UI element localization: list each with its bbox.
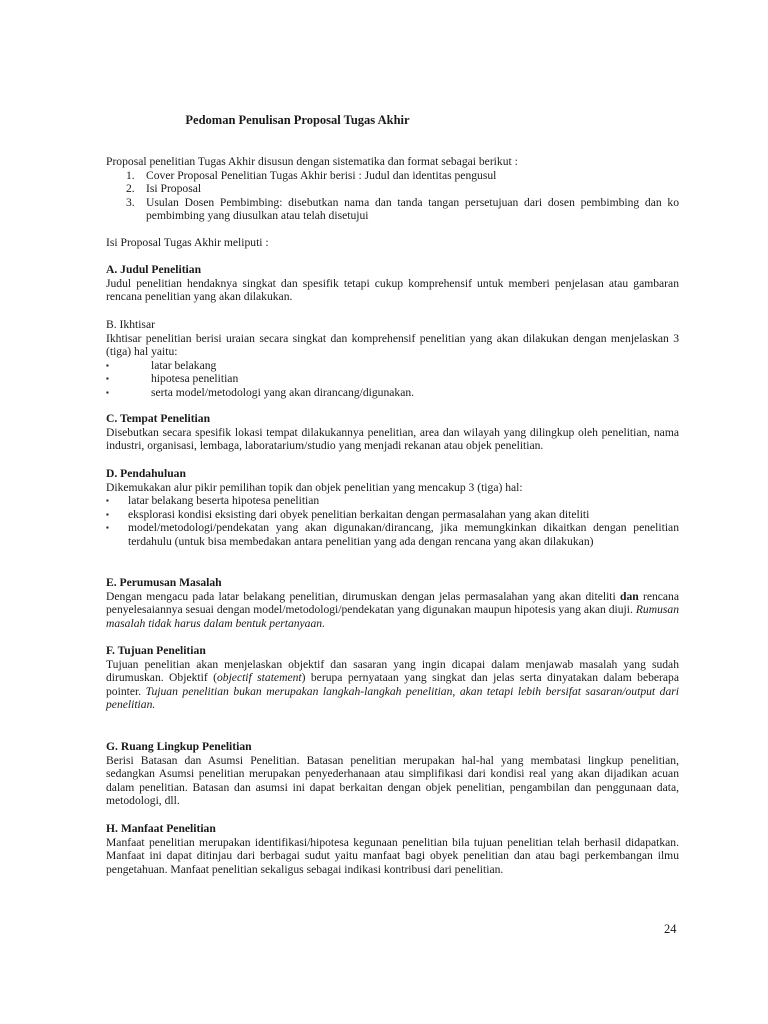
list-item: ▪ model/metodologi/pendekatan yang akan digunakan/dirancang, jika memungkinkan dikaitkan dengan penelitian terdahulu (untuk bisa membedakan antara penelitian yang ada dengan rencana yang akan dilakukan) <box>106 521 679 548</box>
list-item: ▪ latar belakang <box>106 358 217 372</box>
section-body: Disebutkan secara spesifik lokasi tempat dilakukannya penelitian, area dan wilayah yang dilingkup oleh penelitian, nama industri, organisasi, lembaga, laboratarium/studio yang menjadi rekanan atau objek penelitian. <box>106 425 679 453</box>
section-b <box>106 318 679 400</box>
section-body: Ikhtisar penelitian berisi uraian secara singkat dan komprehensif penelitian yang akan dilakukan dengan menjelaskan 3 (tiga) hal yaitu: <box>106 331 679 359</box>
section-heading: A. Judul Penelitian <box>106 263 202 276</box>
section-f <box>106 644 679 712</box>
section-body: Tujuan penelitian akan menjelaskan objektif dan sasaran yang ingin dicapai dalam menjawab masalah yang sudah dirumuskan. Objektif (objectif statement) berupa pernyataan yang singkat dan jelas serta dinyatakan dalam beberapa pointer. Tujuan penelitian bukan merupakan langkah-langkah penelitian, akan tetapi lebih bersifat sasaran/output dari penelitian. <box>106 657 680 712</box>
list-item: ▪ latar belakang beserta hipotesa penelitian <box>106 494 320 508</box>
section-heading: H. Manfaat Penelitian <box>106 822 216 835</box>
bullet-icon: ▪ <box>106 509 109 519</box>
list-item: 3. Usulan Dosen Pembimbing: disebutkan nama dan tanda tangan persetujuan dari dosen pembimbing dan ko pembimbing yang diusulkan atau telah disetujui <box>126 195 679 223</box>
bullet-icon: ▪ <box>106 387 109 397</box>
list-item: ▪ hipotesa penelitian <box>106 372 239 386</box>
section-body: Dengan mengacu pada latar belakang penelitian, dirumuskan dengan jelas permasalahan yang akan diteliti dan rencana penyelesaiannya sesuai dengan model/metodologi/pendekatan yang digunakan maupun hipotesis yang akan diuji. Rumusan masalah tidak harus dalam bentuk pertanyaan. <box>106 589 679 630</box>
section-a <box>106 263 679 304</box>
bullet-icon: ▪ <box>106 360 109 370</box>
intro-text: Proposal penelitian Tugas Akhir disusun dengan sistematika dan format sebagai berikut : <box>106 155 518 168</box>
section-body: Berisi Batasan dan Asumsi Penelitian. Batasan penelitian merupakan hal-hal yang membatasi lingkup penelitian, sedangkan Asumsi penelitian merupakan penyederhanaan atau simplifikasi dari kondisi real yang akan dijadikan acuan dalam penelitian. Batasan dan asumsi ini dapat berkaitan dengan objek penelitian, pengambilan dan penggunaan data, metodologi, dll. <box>106 753 679 808</box>
section-body: Judul penelitian hendaknya singkat dan spesifik tetapi cukup komprehensif untuk memberi penjelasan atau gambaran rencana penelitian yang akan dilakukan. <box>106 276 679 304</box>
list-item: 2. Isi Proposal <box>126 182 202 196</box>
section-h <box>106 822 679 876</box>
page-title: Pedoman Penulisan Proposal Tugas Akhir <box>185 113 410 127</box>
section-heading: B. Ikhtisar <box>106 318 155 331</box>
section-g <box>106 740 679 808</box>
section-heading: G. Ruang Lingkup Penelitian <box>106 740 252 753</box>
bullet-icon: ▪ <box>106 374 109 384</box>
section-body: Manfaat penelitian merupakan identifikasi/hipotesa kegunaan penelitian bila tujuan penelitian telah berhasil didapatkan. Manfaat ini dapat ditinjau dari berbagai sudut yaitu manfaat bagi obyek penelitian dan atau bagi perkembangan ilmu pengetahuan. Manfaat penelitian sekaligus sebagai indikasi kontribusi dari penelitian. <box>106 835 679 876</box>
bullet-icon: ▪ <box>106 523 109 533</box>
section-heading: E. Perumusan Masalah <box>106 576 222 589</box>
section-d <box>106 467 679 549</box>
list-item: 1. Cover Proposal Penelitian Tugas Akhir berisi : Judul dan identitas pengusul <box>126 168 497 182</box>
section-heading: C. Tempat Penelitian <box>106 412 211 425</box>
bullet-list <box>106 494 679 548</box>
section-heading: D. Pendahuluan <box>106 467 186 480</box>
bullet-icon: ▪ <box>106 496 109 506</box>
bullet-list <box>106 359 679 400</box>
section-e <box>106 576 679 630</box>
page-number: 24 <box>664 922 677 936</box>
list-item: ▪ serta model/metodologi yang akan dirancang/digunakan. <box>106 385 415 399</box>
list-item: ▪ eksplorasi kondisi eksisting dari obyek penelitian berkaitan dengan permasalahan yang akan diteliti <box>106 507 590 521</box>
section-heading: F. Tujuan Penelitian <box>106 644 206 657</box>
section-body: Dikemukakan alur pikir pemilihan topik dan objek penelitian yang mencakup 3 (tiga) hal: <box>106 480 523 494</box>
intro-block <box>106 155 679 223</box>
section-c <box>106 412 679 453</box>
intro-list <box>106 169 679 223</box>
isi-label: Isi Proposal Tugas Akhir meliputi : <box>106 236 269 249</box>
